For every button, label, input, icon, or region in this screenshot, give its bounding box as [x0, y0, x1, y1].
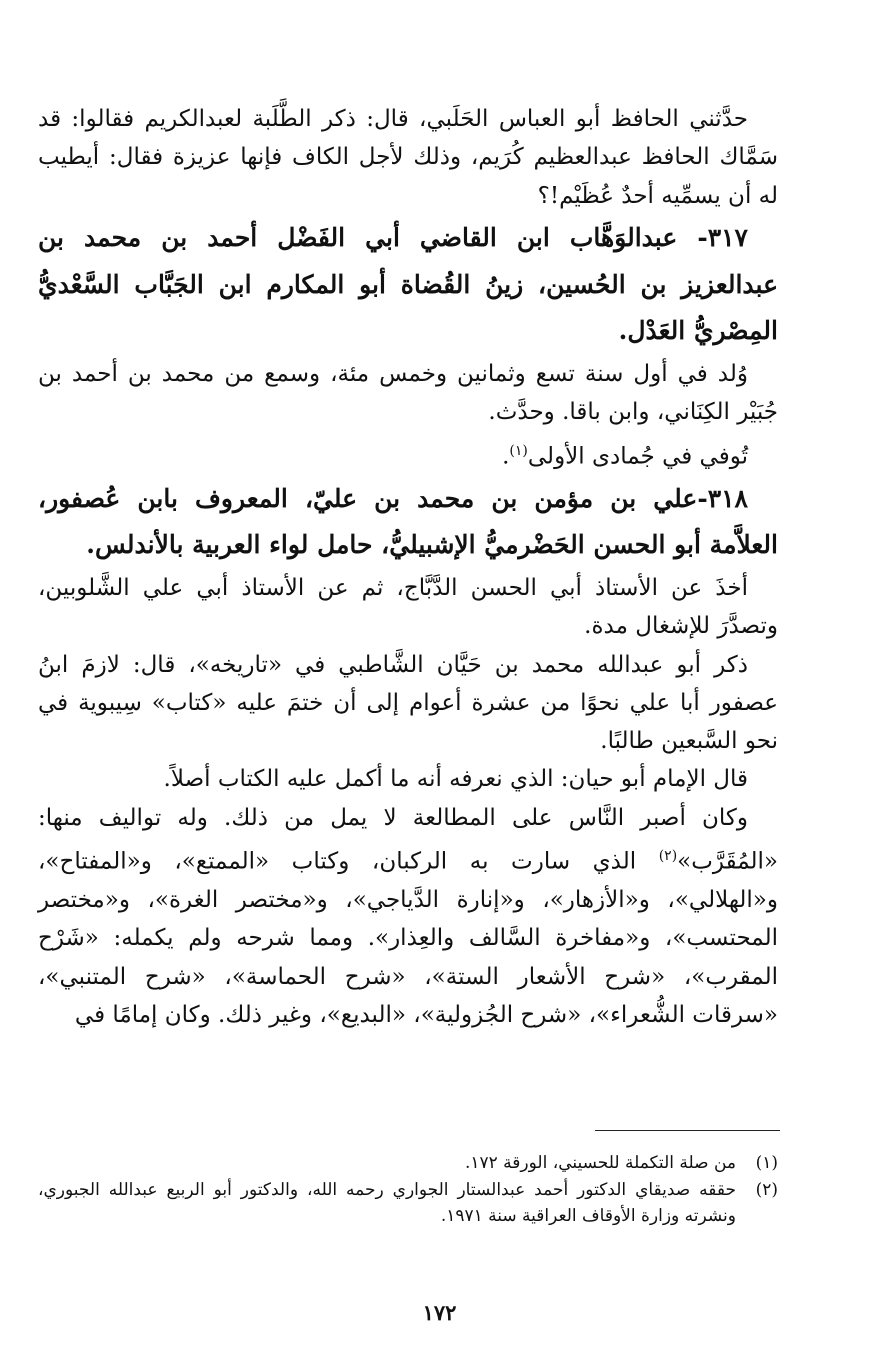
paragraph — [38, 799, 778, 1034]
footnote-number: (٢) — [755, 1179, 778, 1200]
paragraph: قال الإمام أبو حيان: الذي نعرفه أنه ما أكمل عليه الكتاب أصلاً. — [163, 766, 748, 793]
paragraph-text-tail: الذي سارت به الركبان، وكتاب «الممتع»، و«المفتاح»، و«الهلالي»، و«الأزهار»، و«إنارة الدَّياجي»، و«مختصر الغرة»، و«مختصر المحتسب»، و«مفاخرة السَّالف والعِذار». ومما شرحه ولم يكمله: «شَرْح المقرب»، «شرح الأشعار الستة»، «شرح الحماسة»، «شرح المتنبي»، «سرقات الشُّعراء»، «شرح الجُزولية»، «البديع»، وغير ذلك. وكان إمامًا في — [38, 848, 778, 1028]
footnote-number: (١) — [755, 1153, 778, 1173]
footnote — [38, 1177, 778, 1230]
paragraph: ذكر أبو عبدالله محمد بن حَيَّان الشَّاطبي في «تاريخه»، قال: لازمَ ابنُ عصفور أبا علي نحوًا من عشرة أعوام إلى أن ختمَ عليه «كتاب» سِيبوية في نحو السَّبعين طالبًا. — [38, 651, 778, 755]
paragraph-text: وكان أصبر النَّاس على المطالعة لا يمل من ذلك. وله تواليف منها: «المُقَرَّب» — [38, 804, 778, 875]
main-text — [38, 100, 778, 1034]
paragraph-text: تُوفي في جُمادى الأولى — [527, 443, 748, 470]
footnote-marker: (٢) — [658, 848, 678, 865]
footnote — [38, 1150, 778, 1177]
biography-entry-heading: ٣١٨-علي بن مؤمن بن محمد بن عليّ، المعروف بابن عُصفور، العلاَّمة أبو الحسن الحَضْرميُّ الإشبيليُّ، حامل لواء العربية بالأندلس. — [38, 483, 778, 560]
paragraph: حدَّثني الحافظ أبو العباس الحَلَبي، قال: ذكر الطَّلَبة لعبدالكريم فقالوا: قد سَمَّاك الحافظ عبدالعظيم كُرَيم، وذلك لأجل الكاف فإنها عزيزة فقال: أيطيب له أن يسمِّيه أحدٌ عُظَيْم!؟ — [38, 106, 778, 209]
biography-entry-heading: ٣١٧- عبدالوَهَّاب ابن القاضي أبي الفَضْل أحمد بن محمد بن عبدالعزيز بن الحُسين، زينُ القُضاة أبو المكارم ابن الجَبَّاب السَّعْديُّ المِصْريُّ العَدْل. — [38, 222, 778, 346]
footnote-text: من صلة التكملة للحسيني، الورقة ١٧٢. — [464, 1153, 736, 1173]
paragraph: أخذَ عن الأستاذ أبي الحسن الدَّبَّاج، ثم عن الأستاذ أبي علي الشَّلوبين، وتصدَّرَ للإشغال مدة. — [38, 574, 778, 640]
paragraph-text-tail: . — [502, 443, 510, 470]
footnote-text: حققه صديقاي الدكتور أحمد عبدالستار الجواري رحمه الله، والدكتور أبو الربيع عبدالله الجبوري، ونشرته وزارة الأوقاف العراقية سنة ١٩٧١. — [38, 1179, 736, 1226]
paragraph: وُلد في أول سنة تسع وثمانين وخمس مئة، وسمع من محمد بن أحمد بن جُبَيْر الكِنَاني، وابن باقا. وحدَّث. — [38, 361, 778, 426]
footnote-marker: (١) — [509, 442, 528, 459]
paragraph — [38, 432, 778, 476]
footnotes — [38, 1150, 778, 1230]
footnote-divider — [595, 1130, 780, 1131]
page-number: ١٧٢ — [422, 1300, 457, 1325]
